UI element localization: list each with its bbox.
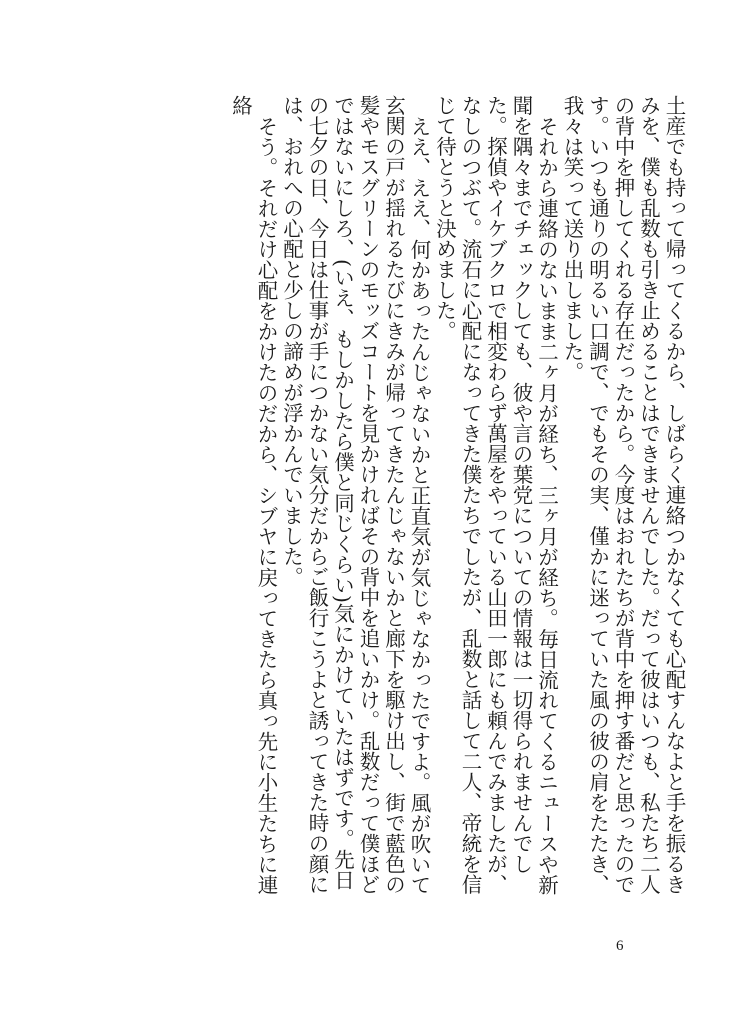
paragraph-2: それから連絡のないまま二ヶ月が経ち、三ヶ月が経ち。毎日流れてくるニュースや新聞を隅々までチェックしても、彼や言の葉党についての情報は一切得られませんでした。探偵やイケブクロで相変わらず萬屋をやっている山田一郎にも頼んでみましたが、なしのつぶて。流石に心配になってきた僕たちでしたが、乱数と話して二人、帝統を信じて待とうと決めました。 — [432, 95, 559, 895]
paragraph-1: 土産でも持って帰ってくるから、しばらく連絡つかなくても心配すんなよと手を振るきみを、僕も乱数も引き止めることはできませんでした。だって彼はいつも、私たち二人の背中を押してくれる存在だったから。今度はおれたちが背中を押す番だと思ったのです。いつも通りの明るい口調で、でもその実、僅かに迷っていた風の彼の肩をたたき、我々は笑って送り出しました。 — [560, 95, 686, 895]
paragraph-4: そう。それだけ心配をかけたのだから、シブヤに戻ってきたら真っ先に小生たちに連絡 — [228, 95, 278, 895]
paragraph-3: ええ、ええ、何かあったんじゃないかと正直気が気じゃなかったですよ。風が吹いて玄関の戸が揺れるたびにきみが帰ってきたんじゃないかと廊下を駆け出し、街で藍色の髪やモスグリーンのモッズコートを見かければその背中を追いかけ。乱数だって僕ほどではないにしろ、(いえ、もしかしたら僕と同じくらい)気にかけていたはずです。先日の七夕の日、今日は仕事が手につかない気分だからご飯行こうよと誘ってきた時の顔には、おれへの心配と少しの諦めが浮かんでいました。 — [279, 95, 431, 895]
vertical-text-body — [126, 95, 686, 905]
page-number: 6 — [616, 938, 624, 954]
